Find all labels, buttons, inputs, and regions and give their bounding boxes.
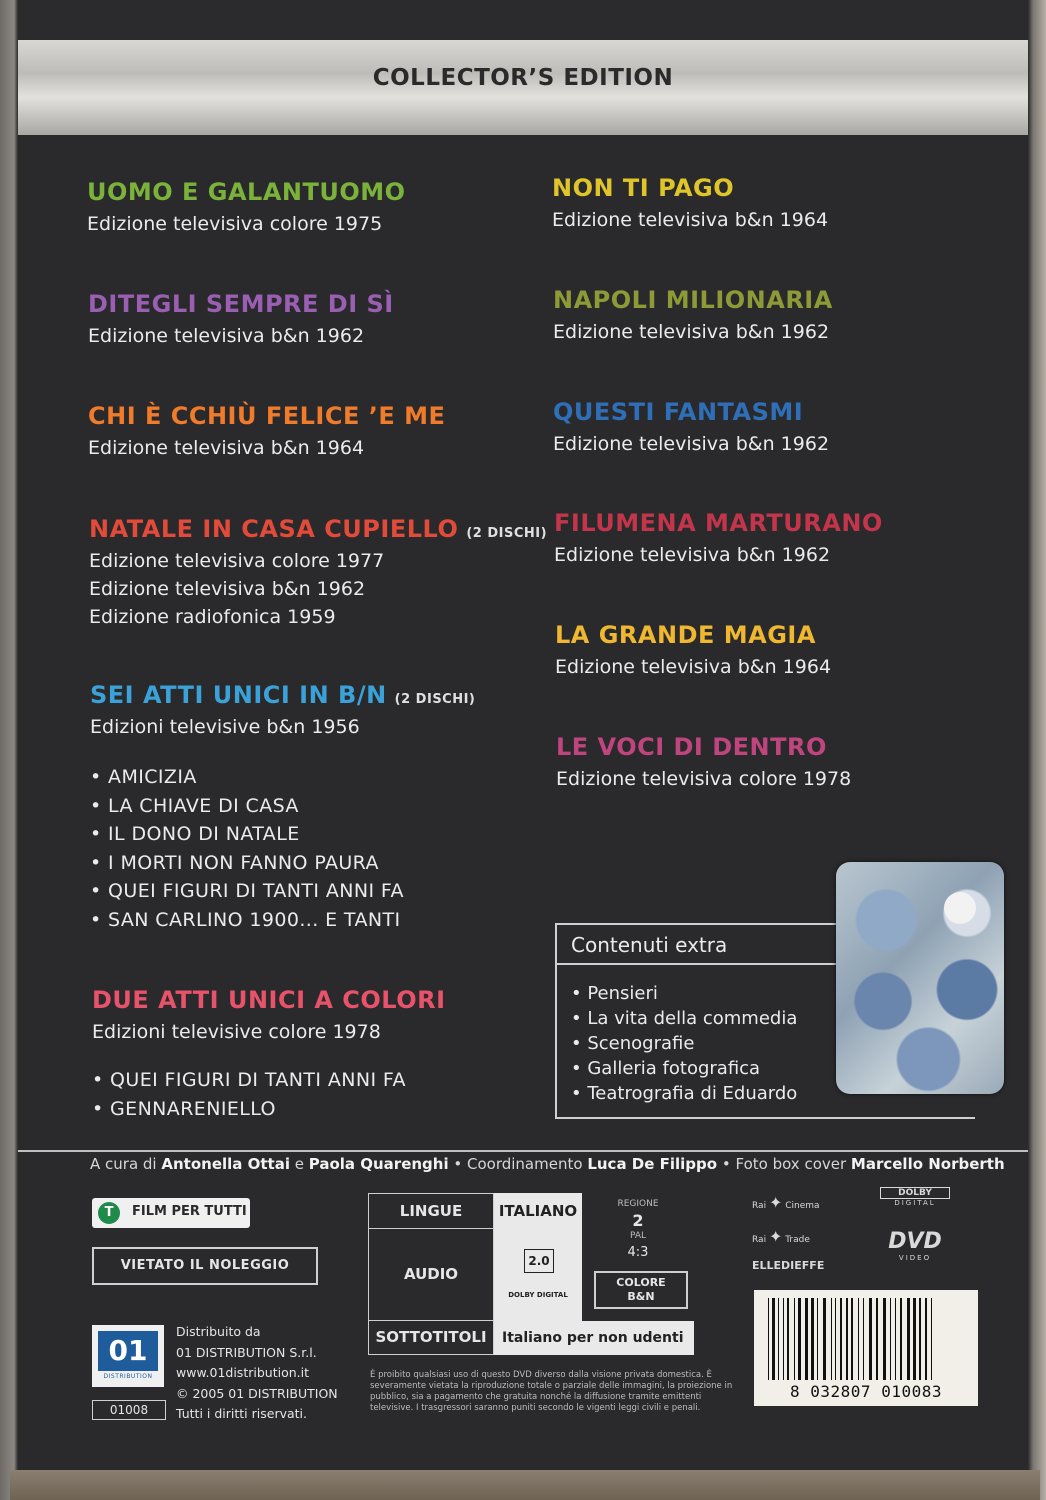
barcode-bar: [931, 1298, 932, 1380]
rai-trade-logo: [752, 1227, 810, 1246]
dolby-digital-icon: DOLBY DIGITAL: [508, 1291, 568, 1299]
barcode-bar: [900, 1298, 902, 1380]
entry-edition: Edizione televisiva b&n 1964: [555, 656, 832, 678]
distributor-line: © 2005 01 DISTRIBUTION: [176, 1385, 338, 1401]
extras-title: Contenuti extra: [571, 933, 728, 957]
barcode-bars: [754, 1290, 978, 1382]
list-item: • AMICIZIA: [90, 766, 197, 788]
audio-value-box: [494, 1229, 582, 1321]
extras-item: • Galleria fotografica: [571, 1058, 761, 1079]
rating-label: FILM PER TUTTI: [132, 1204, 247, 1219]
dvd-text: DVD: [888, 1229, 942, 1254]
entry-ditegli-sempre-di-si: [88, 290, 394, 350]
barcode-digits: 8 032807 010083: [790, 1382, 942, 1401]
logos-area: [752, 1185, 982, 1285]
entry-title: CHI È CCHIÙ FELICE ’E ME: [88, 402, 446, 430]
spec-table: [368, 1193, 694, 1355]
entry-edition: Edizioni televisive colore 1978: [92, 1021, 381, 1043]
dvd-video-logo: [880, 1229, 950, 1262]
credits-name: Luca De Filippo: [587, 1155, 718, 1173]
entry-note: (2 DISCHI): [394, 692, 476, 707]
barcode-bar: [846, 1298, 848, 1380]
entry-uomo-e-galantuomo: [87, 178, 406, 238]
barcode-bar: [772, 1298, 775, 1380]
entry-edition: Edizione televisiva b&n 1964: [552, 209, 829, 231]
siae-hologram-sticker: [836, 862, 1004, 1094]
entry-edition: Edizione televisiva colore 1978: [556, 768, 852, 790]
sottotitoli-label: SOTTOTITOLI: [368, 1321, 494, 1355]
regione-value: 2: [632, 1211, 644, 1230]
barcode-bar: [851, 1298, 853, 1380]
barcode-bar: [798, 1298, 801, 1380]
barcode-bar: [890, 1298, 891, 1380]
barcode-bar: [863, 1298, 864, 1380]
list-item: • GENNARENIELLO: [92, 1097, 276, 1120]
entry-natale-in-casa-cupiello: [89, 515, 547, 631]
list-item: • QUEI FIGURI DI TANTI ANNI FA: [92, 1069, 406, 1091]
extras-divider: [557, 963, 857, 965]
rental-notice: VIETATO IL NOLEGGIO: [92, 1247, 318, 1285]
barcode-bar: [858, 1298, 859, 1380]
barcode-bar: [876, 1298, 878, 1380]
barcode-bar: [840, 1298, 842, 1380]
credits-name: Paola Quarenghi: [308, 1155, 449, 1173]
rai-text: Rai: [752, 1201, 767, 1211]
barcode-bar: [883, 1298, 886, 1380]
list-item: • IL DONO DI NATALE: [90, 823, 300, 845]
entry-title: DUE ATTI UNICI A COLORI: [92, 986, 446, 1014]
credits-text: • Coordinamento: [448, 1155, 588, 1173]
dolby-digital-logo: [880, 1187, 950, 1207]
pal-label: PAL: [629, 1231, 647, 1241]
list-item: • LA CHIAVE DI CASA: [90, 794, 299, 817]
entry-edition: Edizioni televisive b&n 1956: [90, 716, 360, 738]
dolby-text: DOLBY: [880, 1187, 950, 1199]
distributor-line: 01 DISTRIBUTION S.r.l.: [176, 1344, 317, 1360]
entry-due-atti-unici: [92, 986, 446, 1123]
distributor-logo: [92, 1325, 164, 1387]
entry-edition: Edizione televisiva b&n 1962: [88, 325, 365, 347]
audio-channels: 2.0: [524, 1249, 554, 1273]
entry-questi-fantasmi: [553, 398, 829, 458]
lingue-value: ITALIANO: [494, 1193, 582, 1229]
entry-edition: Edizione televisiva b&n 1962: [89, 578, 366, 600]
entry-filumena-marturano: [554, 509, 883, 569]
barcode-bar: [794, 1298, 795, 1380]
entry-sei-atti-unici: [90, 681, 475, 934]
entry-edition: Edizione radiofonica 1959: [89, 606, 336, 628]
barcode: [754, 1290, 978, 1406]
extras-item: • Teatrografia di Eduardo: [571, 1083, 798, 1104]
audio-label: AUDIO: [368, 1229, 494, 1321]
list-item: • SAN CARLINO 1900... E TANTI: [90, 908, 401, 931]
barcode-bar: [768, 1298, 769, 1380]
barcode-bar: [831, 1298, 832, 1380]
entry-title: FILUMENA MARTURANO: [554, 509, 883, 537]
rai-cinema-logo: [752, 1193, 820, 1212]
extras-item: • Scenografie: [571, 1033, 695, 1054]
distributor-line: Tutti i diritti riservati.: [176, 1406, 307, 1421]
credits-text: A cura di: [90, 1155, 162, 1173]
entry-note: (2 DISCHI): [466, 526, 548, 541]
credits-name: Marcello Norberth: [850, 1155, 1005, 1173]
lingue-label: LINGUE: [368, 1193, 494, 1229]
entry-edition: Edizione televisiva b&n 1962: [553, 433, 830, 455]
barcode-bar: [783, 1298, 784, 1380]
entry-non-ti-pago: [552, 174, 828, 234]
entry-napoli-milionaria: [553, 286, 833, 346]
cinema-text: Cinema: [785, 1201, 820, 1211]
entry-chi-e-cchiu-felice: [88, 402, 445, 462]
entry-title: NAPOLI MILIONARIA: [553, 286, 833, 314]
hologram-dot: [944, 892, 976, 924]
entry-edition: Edizione televisiva colore 1975: [87, 213, 383, 235]
distributor-info: [176, 1322, 338, 1425]
barcode-bar: [835, 1298, 836, 1380]
trade-text: Trade: [785, 1235, 810, 1245]
box-bottom-edge: [10, 1470, 1040, 1500]
entry-title: LA GRANDE MAGIA: [555, 621, 816, 649]
elledieffe-logo: ELLEDIEFFE: [752, 1259, 825, 1272]
entry-la-grande-magia: [555, 621, 831, 681]
entry-edition: Edizione televisiva b&n 1962: [553, 321, 830, 343]
colore-label: COLORE: [616, 1276, 666, 1289]
extras-item: • La vita della commedia: [571, 1008, 798, 1029]
distributor-code: 01008: [92, 1400, 166, 1420]
star-icon: ✦: [768, 1227, 783, 1246]
credits-text: • Foto box cover: [717, 1155, 851, 1173]
entry-title: DITEGLI SEMPRE DI SÌ: [88, 290, 394, 318]
extras-item: • Pensieri: [571, 983, 658, 1004]
barcode-bar: [823, 1298, 826, 1380]
rating-badge: [92, 1198, 250, 1228]
entry-title: [89, 515, 547, 543]
barcode-bar: [869, 1298, 872, 1380]
entry-edition: Edizione televisiva b&n 1962: [554, 544, 831, 566]
star-icon: ✦: [768, 1193, 783, 1212]
credits-divider: [18, 1150, 1028, 1152]
credits-line: [90, 1155, 1005, 1173]
distributor-line: Distribuito da: [176, 1324, 261, 1339]
extras-list: [571, 981, 797, 1106]
list-item: • I MORTI NON FANNO PAURA: [90, 851, 379, 874]
credits-name: Antonella Ottai: [161, 1155, 290, 1173]
barcode-bar: [919, 1298, 921, 1380]
sottotitoli-value: Italiano per non udenti: [494, 1321, 694, 1355]
entry-title-text: NATALE IN CASA CUPIELLO: [89, 515, 459, 543]
barcode-bar: [913, 1298, 916, 1380]
entry-title: [90, 681, 475, 709]
rai-text: Rai: [752, 1235, 767, 1245]
list-item: • QUEI FIGURI DI TANTI ANNI FA: [90, 880, 404, 902]
barcode-bar: [787, 1298, 789, 1380]
barcode-bar: [805, 1298, 808, 1380]
barcode-bar: [907, 1298, 910, 1380]
entry-title: LE VOCI DI DENTRO: [556, 733, 827, 761]
color-format-box: [594, 1271, 688, 1309]
entry-edition: Edizione televisiva b&n 1964: [88, 437, 365, 459]
barcode-bar: [778, 1298, 779, 1380]
barcode-bar: [925, 1298, 927, 1380]
distributor-logo-sub: DISTRIBUTION: [103, 1373, 153, 1380]
entry-title: UOMO E GALANTUOMO: [87, 178, 406, 206]
top-silver-band: [18, 40, 1028, 135]
collectors-edition-label: COLLECTOR’S EDITION: [372, 65, 674, 91]
video-text: VIDEO: [898, 1254, 932, 1262]
regione-label: REGIONE: [617, 1199, 659, 1209]
legal-notice: È proibito qualsiasi uso di questo DVD diverso dalla visione privata domestica. È severamente vietata la riproduzione totale o parziale delle immagini, la proiezione in pubblico, sia a pagamento che gratuita nonché la diffusione tramite emittenti televisive. I trasgressori saranno puniti secondo le vigenti leggi civili e penali.: [370, 1370, 733, 1413]
distributor-logo-mark: 01: [98, 1331, 158, 1371]
entry-title: NON TI PAGO: [552, 174, 735, 202]
digital-text: DIGITAL: [894, 1199, 936, 1207]
credits-text: e: [289, 1155, 309, 1173]
entry-title: QUESTI FANTASMI: [553, 398, 804, 426]
barcode-bar: [895, 1298, 896, 1380]
rating-icon: T: [98, 1202, 120, 1224]
barcode-bar: [817, 1298, 818, 1380]
barcode-bar: [811, 1298, 814, 1380]
entry-le-voci-di-dentro: [556, 733, 851, 793]
entry-title-text: SEI ATTI UNICI IN B/N: [90, 681, 387, 709]
entry-edition: Edizione televisiva colore 1977: [89, 550, 385, 572]
aspect-ratio: 4:3: [627, 1245, 649, 1260]
distributor-line: www.01distribution.it: [176, 1365, 309, 1380]
bn-label: B&N: [627, 1290, 655, 1303]
